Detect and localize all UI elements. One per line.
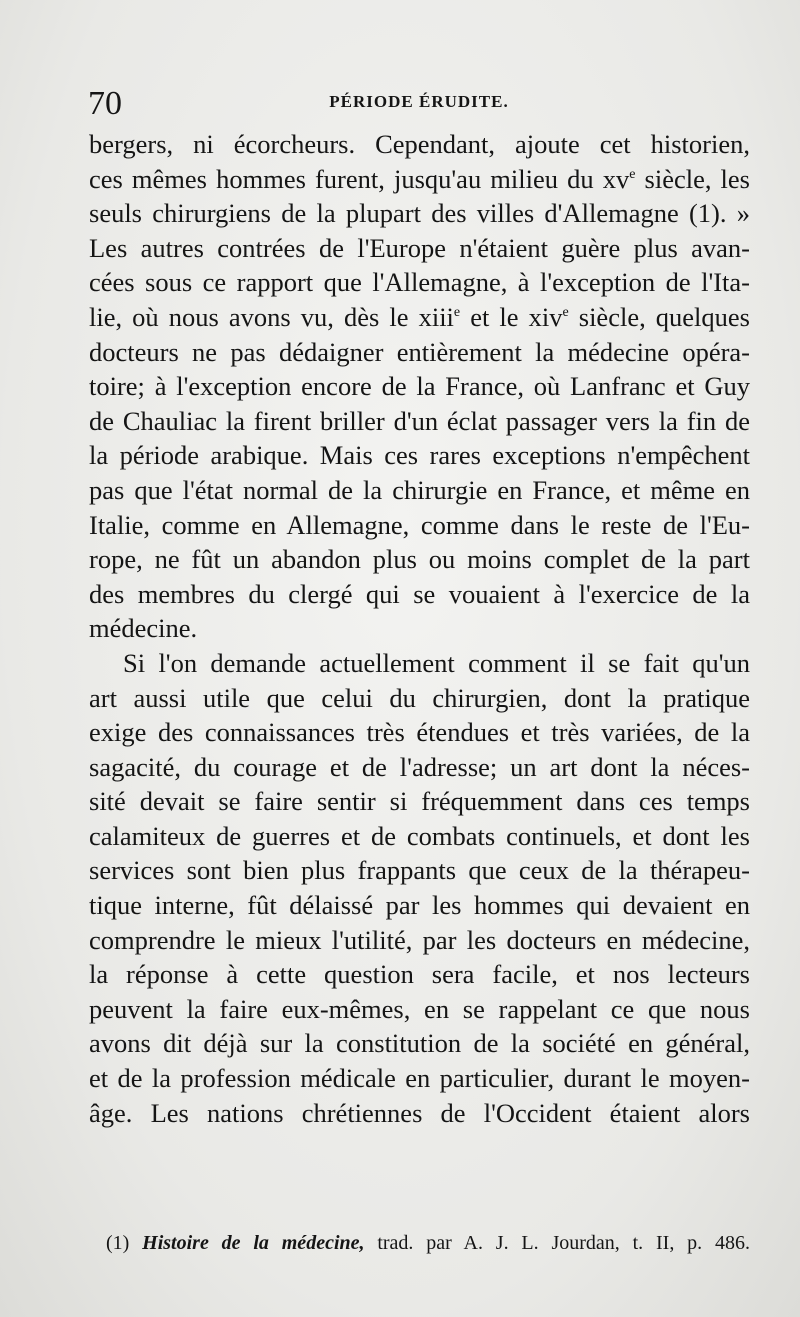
text-line: bergers, ni écorcheurs. Cependant, ajoute cet historien,: [89, 129, 750, 159]
text-line: peuvent la faire eux-mêmes, en se rappelant ce que nous: [89, 993, 750, 1024]
running-head: PÉRIODE ÉRUDITE.: [329, 92, 509, 111]
superscript: e: [629, 166, 636, 182]
text-line: docteurs ne pas dédaigner entièrement la médecine opéra-: [89, 336, 750, 367]
text-line: médecine.: [89, 613, 198, 644]
text-line: calamiteux de guerres et de combats continuels, et dont les: [89, 820, 750, 851]
text-line: exige des connaissances très étendues et très variées, de la: [89, 717, 750, 748]
body-text: [89, 127, 750, 1130]
text-line: Italie, comme en Allemagne, comme dans le reste de l'Eu-: [89, 509, 750, 540]
paragraph-start: Si l'on demande actuellement comment il se fait qu'un: [123, 647, 750, 678]
text-line: sagacité, du courage et de l'adresse; un art dont la néces-: [89, 751, 750, 782]
text-line: âge. Les nations chrétiennes de l'Occident étaient alors: [89, 1097, 750, 1128]
footnote-citation: trad. par A. J. L. Jourdan, t. II, p. 486.: [364, 1232, 750, 1254]
text-line: [89, 162, 750, 197]
text-line: la période arabique. Mais ces rares exceptions n'empêchent: [89, 440, 750, 471]
text-fragment: lie, où nous avons vu, dès le xiii: [89, 301, 454, 332]
text-fragment: et le xiv: [460, 301, 563, 332]
text-line: de Chauliac la firent briller d'un éclat passager vers la fin de: [89, 405, 750, 436]
page-header: [88, 84, 750, 124]
text-line: seuls chirurgiens de la plupart des villes d'Allemagne (1). »: [89, 198, 750, 229]
text-line: avons dit déjà sur la constitution de la société en général,: [89, 1028, 750, 1059]
footnote-marker: (1): [106, 1232, 143, 1254]
text-line: et de la profession médicale en particulier, durant le moyen-: [89, 1063, 750, 1094]
footnote: [106, 1230, 750, 1256]
text-line: services sont bien plus frappants que ceux de la thérapeu-: [89, 855, 750, 886]
superscript: e: [453, 304, 461, 320]
text-line: [89, 300, 750, 335]
text-line: art aussi utile que celui du chirurgien, dont la pratique: [89, 682, 750, 713]
text-line: la réponse à cette question sera facile, et nos lecteurs: [89, 959, 750, 990]
text-line: cées sous ce rapport que l'Allemagne, à l'exception de l'Ita-: [89, 267, 750, 298]
text-line: Les autres contrées de l'Europe n'étaient guère plus avan-: [89, 232, 750, 263]
text-fragment: ces mêmes hommes furent, jusqu'au milieu du xv: [89, 163, 630, 194]
footnote-title: Histoire de la médecine,: [142, 1232, 365, 1254]
text-line: comprendre le mieux l'utilité, par les docteurs en médecine,: [89, 924, 750, 955]
text-line: tique interne, fût délaissé par les hommes qui devaient en: [89, 890, 750, 921]
text-line: rope, ne fût un abandon plus ou moins complet de la part: [89, 544, 750, 575]
text-fragment: siècle, les: [635, 163, 750, 194]
superscript: e: [562, 304, 569, 320]
text-fragment: siècle, quelques: [568, 301, 750, 332]
text-line: des membres du clergé qui se vouaient à l'exercice de la: [89, 578, 750, 609]
text-line: pas que l'état normal de la chirurgie en France, et même en: [89, 474, 750, 505]
text-line: sité devait se faire sentir si fréquemment dans ces temps: [89, 786, 750, 817]
page-number: 70: [88, 85, 122, 122]
text-line: toire; à l'exception encore de la France, où Lanfranc et Guy: [89, 371, 750, 402]
